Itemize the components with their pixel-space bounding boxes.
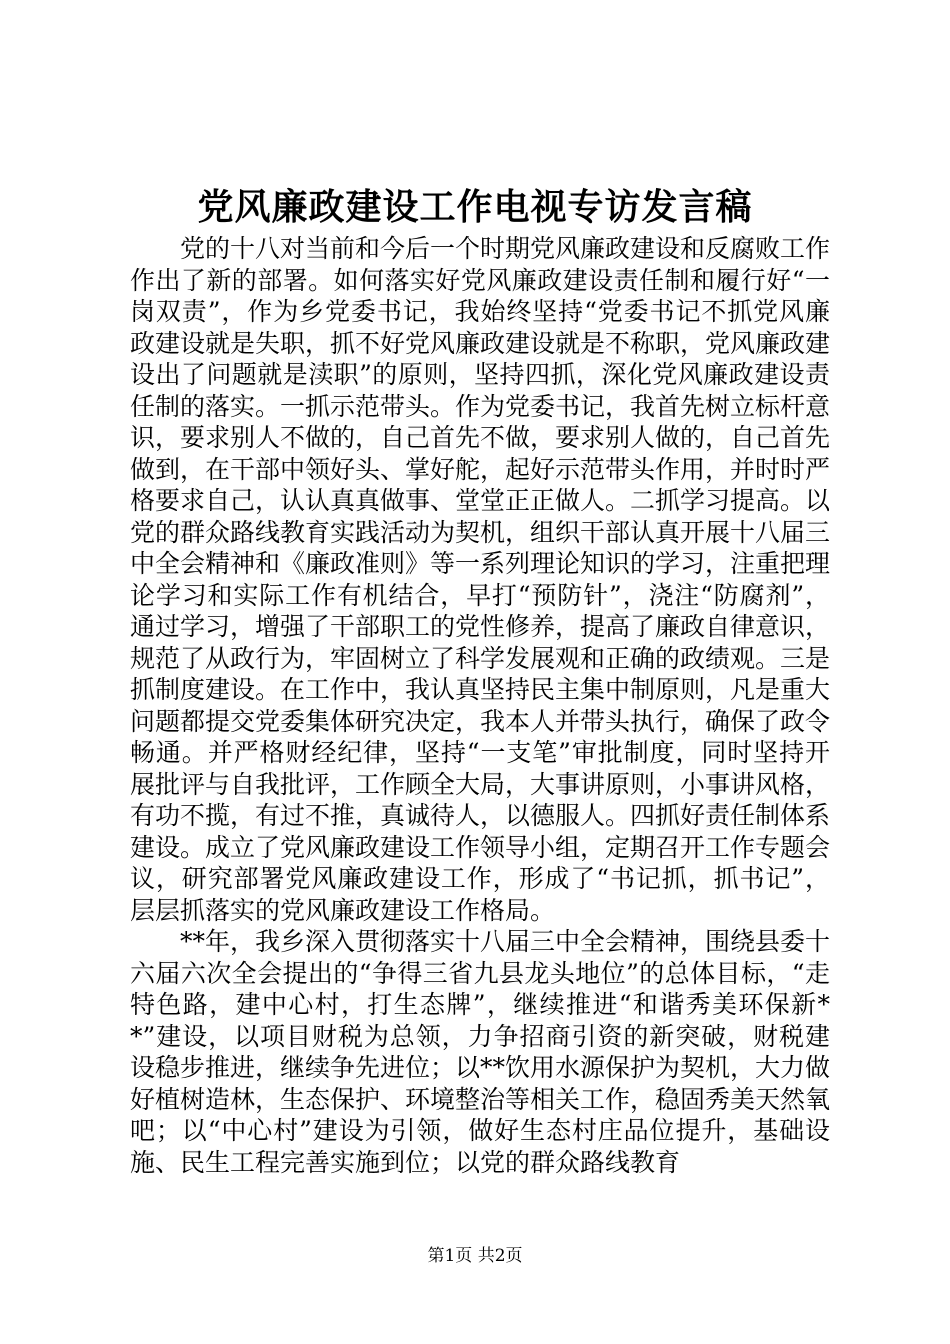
body-paragraph: 党的十八对当前和今后一个时期党风廉政建设和反腐败工作作出了新的部署。如何落实好党风廉政建设责任制和履行好“一岗双责”，作为乡党委书记，我始终坚持“党委书记不抓党风廉政建设就是失职，抓不好党风廉政建设就是不称职，党风廉政建设出了问题就是渎职”的原则，坚持四抓，深化党风廉政建设责任制的落实。一抓示范带头。作为党委书记，我首先树立标杆意识，要求别人不做的，自己首先不做，要求别人做的，自己首先做到，在干部中领好头、掌好舵，起好示范带头作用，并时时严格要求自己，认认真真做事、堂堂正正做人。二抓学习提高。以党的群众路线教育实践活动为契机，组织干部认真开展十八届三中全会精神和《廉政准则》等一系列理论知识的学习，注重把理论学习和实际工作有机结合，早打“预防针”，浇注“防腐剂”，通过学习，增强了干部职工的党性修养，提高了廉政自律意识，规范了从政行为，牢固树立了科学发展观和正确的政绩观。三是抓制度建设。在工作中，我认真坚持民主集中制原则，凡是重大问题都提交党委集体研究决定，我本人并带头执行，确保了政令畅通。并严格财经纪律，坚持“一支笔”审批制度，同时坚持开展批评与自我批评，工作顾全大局，大事讲原则，小事讲风格，有功不揽，有过不推，真诚待人，以德服人。四抓好责任制体系建设。成立了党风廉政建设工作领导小组，定期召开工作专题会议，研究部署党风廉政建设工作，形成了“书记抓，抓书记”，层层抓落实的党风廉政建设工作格局。 (130, 234, 831, 925)
document-title: 党风廉政建设工作电视专访发言稿 (197, 186, 753, 228)
document-body (130, 233, 830, 1178)
body-paragraph: **年，我乡深入贯彻落实十八届三中全会精神，围绕县委十六届六次全会提出的“争得三省九县龙头地位”的总体目标，“走特色路，建中心村，打生态牌”，继续推进“和谐秀美环保新**”建设，以项目财税为总领，力争招商引资的新突破，财税建设稳步推进，继续争先进位；以**饮用水源保护为契机，大力做好植树造林，生态保护、环境整治等相关工作，稳固秀美天然氧吧；以“中心村”建设为引领，做好生态村庄品位提升，基础设施、民生工程完善实施到位；以党的群众路线教育 (130, 927, 831, 1177)
page-number-footer: 第1页 共2页 (427, 1246, 523, 1266)
